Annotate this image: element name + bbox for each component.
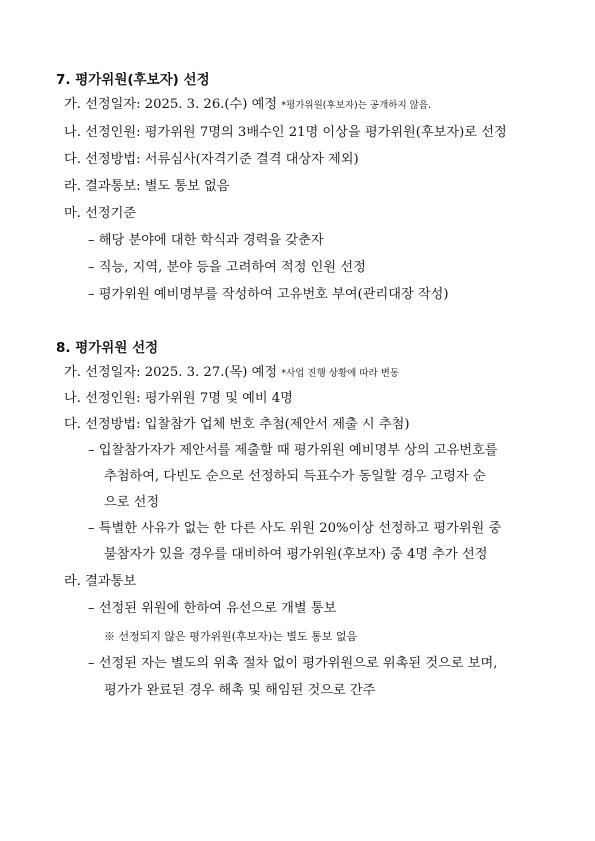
section-7-item-c: 다. 선정방법: 서류심사(자격기준 결격 대상자 제외): [64, 152, 359, 167]
section-7-item-b: 나. 선정인원: 평가위원 7명의 3배수인 21명 이상을 평가위원(후보자)로 선정: [64, 125, 507, 140]
method-point-2: – 특별한 사유가 없는 한 다른 사도 위원 20%이상 선정하고 평가위원 중: [88, 521, 502, 536]
item-label: 가. 선정일자: 2025. 3. 26.(수) 예정: [64, 97, 278, 112]
section-8-item-c: 다. 선정방법: 입찰참가 업체 번호 추첨(제안서 제출 시 추첨): [64, 417, 410, 432]
method-point-1: – 입찰참가자가 제안서를 제출할 때 평가위원 예비명부 상의 고유번호를: [88, 443, 498, 458]
method-point-1-cont: 으로 선정: [104, 495, 160, 510]
result-point-1: – 선정된 위원에 한하여 유선으로 개별 통보: [88, 601, 337, 616]
method-point-1-cont: 추첨하여, 다빈도 순으로 선정하되 득표수가 동일할 경우 고령자 순: [104, 469, 486, 484]
item-note: *평가위원(후보자)는 공개하지 않음.: [281, 100, 432, 111]
section-7-item-d: 라. 결과통보: 별도 통보 없음: [64, 179, 230, 194]
section-8-item-a: [64, 364, 399, 383]
method-point-2-cont: 불참자가 있을 경우를 대비하여 평가위원(후보자) 중 4명 추가 선정: [104, 547, 488, 562]
result-point-2: – 선정된 자는 별도의 위촉 절차 없이 평가위원으로 위촉된 것으로 보며,: [88, 656, 498, 671]
section-8-item-d: 라. 결과통보: [64, 574, 137, 589]
item-note: *사업 진행 상황에 따라 변동: [281, 368, 400, 379]
criteria-item: – 평가위원 예비명부를 작성하여 고유번호 부여(관리대장 작성): [88, 287, 449, 302]
criteria-item: – 해당 분야에 대한 학식과 경력을 갖춘자: [88, 233, 324, 248]
section-7-item-e: 마. 선정기준: [64, 206, 137, 221]
result-point-2-cont: 평가가 완료된 경우 해촉 및 해임된 것으로 간주: [104, 683, 376, 698]
criteria-item: – 직능, 지역, 분야 등을 고려하여 적정 인원 선정: [88, 260, 366, 275]
item-label: 가. 선정일자: 2025. 3. 27.(목) 예정: [64, 365, 278, 380]
section-8-heading: 8. 평가위원 선정: [56, 340, 159, 356]
section-7-heading: 7. 평가위원(후보자) 선정: [56, 72, 210, 88]
section-7-item-a: [64, 96, 431, 115]
result-note: ※ 선정되지 않은 평가위원(후보자)는 별도 통보 없음: [104, 630, 358, 643]
section-8-item-b: 나. 선정인원: 평가위원 7명 및 예비 4명: [64, 391, 293, 406]
